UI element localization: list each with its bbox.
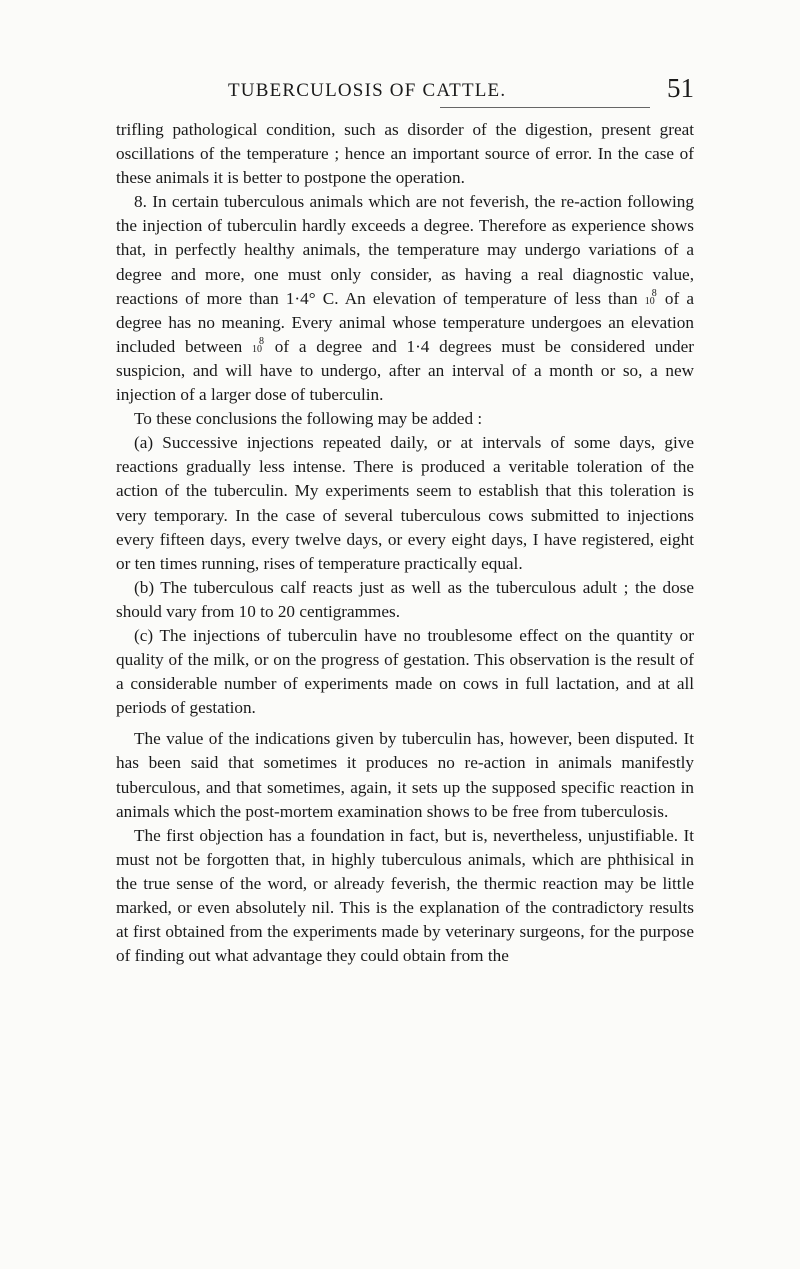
running-title: TUBERCULOSIS OF CATTLE. — [228, 80, 507, 101]
paragraph-conclusions-intro: To these conclusions the following may be added : — [134, 409, 483, 429]
body-text — [116, 118, 694, 968]
paragraph-8-part-2: of a degree has no meaning. Every animal whose temperature undergoes an elevation included between — [116, 288, 694, 356]
fraction-denominator: 10 — [644, 295, 655, 307]
paragraph-a: (a) Successive injections repeated daily, or at intervals of some days, give reactions gradually less intense. There is produced a veritable toleration of the action of the tuberculin. My experiments seem to establish that this toleration is very temporary. In the case of several tuberculous cows submitted to injections every fifteen days, every twelve days, or every eight days, I have registered, eight or ten times running, rises of temperature practically equal. — [116, 433, 694, 573]
fraction-eight-tenths — [252, 337, 265, 355]
fraction-numerator: 8 — [259, 335, 265, 347]
fraction-eight-tenths — [645, 289, 658, 307]
fraction-numerator: 8 — [651, 287, 657, 299]
paragraph-value-disputed: The value of the indications given by tuberculin has, however, been disputed. It has been said that sometimes it produces no re-action in animals manifestly tuberculous, and that sometimes, again, it sets up the supposed specific reaction in animals which the post-mortem examination shows to be free from tuberculosis. — [116, 729, 694, 821]
paragraph-8-part-1: 8. In certain tuberculous animals which are not feverish, the re-action following the injection of tuberculin hardly exceeds a degree. Therefore as experience shows that, in perfectly healthy animals, the temperature may undergo variations of a degree and more, one must only consider, as having a real diagnostic value, reactions of more than 1·4° C. An elevation of temperature of less than — [116, 192, 694, 308]
paragraph-first-objection: The first objection has a foundation in fact, but is, nevertheless, unjustifiable. It must not be forgotten that, in highly tuberculous animals, which are phthisical in the true sense of the word, or already feverish, the thermic reaction may be little marked, or even absolutely nil. This is the explanation of the contradictory results at first obtained from the experiments made by veterinary surgeons, for the purpose of finding out what advantage they could obtain from the — [116, 825, 694, 966]
paragraph-8-part-3: of a degree and 1·4 degrees must be considered under suspicion, and will have to undergo, after an interval of a month or so, a new injection of a larger dose of tuberculin. — [116, 336, 695, 405]
paragraph-continuation: trifling pathological condition, such as disorder of the digestion, present great oscillations of the temperature ; hence an important source of error. In the case of these animals it is better to postpone the operation. — [116, 120, 694, 188]
header-rule — [440, 107, 650, 108]
paragraph-c: (c) The injections of tuberculin have no troublesome effect on the quantity or quality of the milk, or on the progress of gestation. This observation is the result of a considerable number of experiments made on cows in full lactation, and at all periods of gestation. — [116, 625, 694, 718]
page-number: 51 — [667, 73, 694, 103]
paragraph-8 — [116, 190, 694, 407]
fraction-denominator: 10 — [252, 343, 263, 355]
paragraph-b: (b) The tuberculous calf reacts just as well as the tuberculous adult ; the dose should vary from 10 to 20 centigrammes. — [116, 577, 694, 621]
